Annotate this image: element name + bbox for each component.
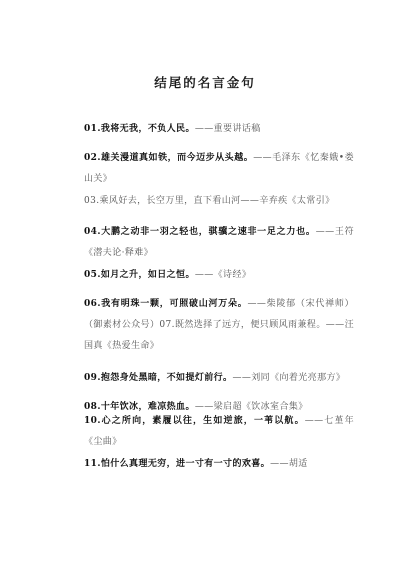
quote-attribution: ——毛泽东《忆秦娥•娄山关》 — [84, 153, 354, 184]
quote-text: 05.如月之升，如日之恒。 — [84, 270, 195, 280]
quote-attribution: ——刘同《向着光亮那方》 — [232, 373, 346, 383]
quote-item — [84, 411, 354, 453]
quote-item — [84, 294, 354, 357]
quote-text: 08.十年饮冰，难凉热血。 — [84, 402, 195, 412]
quote-item — [84, 148, 354, 190]
quote-text: 04.大鹏之动非一羽之轻也，骐骥之速非一足之力也。 — [84, 227, 316, 237]
quote-item — [84, 454, 354, 475]
quote-attribution: ——王符《潜夫论·释难》 — [84, 227, 354, 258]
quote-attribution: ——《诗经》 — [194, 270, 252, 280]
quote-text: 10.心之所向，素履以往，生如逆旅，一苇以航。 — [84, 416, 305, 426]
quote-text: 11.怕什么真理无穷，进一寸有一寸的欢喜。 — [84, 459, 271, 469]
quote-text: 01.我将无我，不负人民。 — [84, 124, 195, 134]
quote-text: 06.我有明珠一颗，可照破山河万朵。 — [84, 299, 248, 309]
document-title: 结尾的名言金句 — [154, 75, 256, 90]
quote-attribution: ——重要讲话稿 — [194, 124, 261, 134]
quote-attribution: 03.乘风好去，长空万里，直下看山河——辛弃疾《太常引》 — [84, 196, 335, 206]
quote-attribution: ——柴陵郁（宋代禅师）（御素材公众号）07.既然选择了远方，便只顾风雨兼程。——汪国真《热爱生命》 — [84, 299, 354, 351]
quote-attribution: ——胡适 — [270, 459, 308, 469]
quote-text: 09.抱怨身处黑暗，不如提灯前行。 — [84, 373, 233, 383]
quote-attribution: ——梁启超《饮冰室合集》 — [194, 402, 308, 412]
quote-item — [84, 265, 354, 286]
quote-item — [84, 368, 354, 389]
quote-attribution: ——七堇年《尘曲》 — [84, 416, 354, 447]
quote-item — [84, 191, 354, 212]
quote-text: 02.雄关漫道真如铁，而今迈步从头越。 — [84, 153, 254, 163]
quote-item — [84, 119, 354, 140]
quote-item — [84, 222, 354, 264]
